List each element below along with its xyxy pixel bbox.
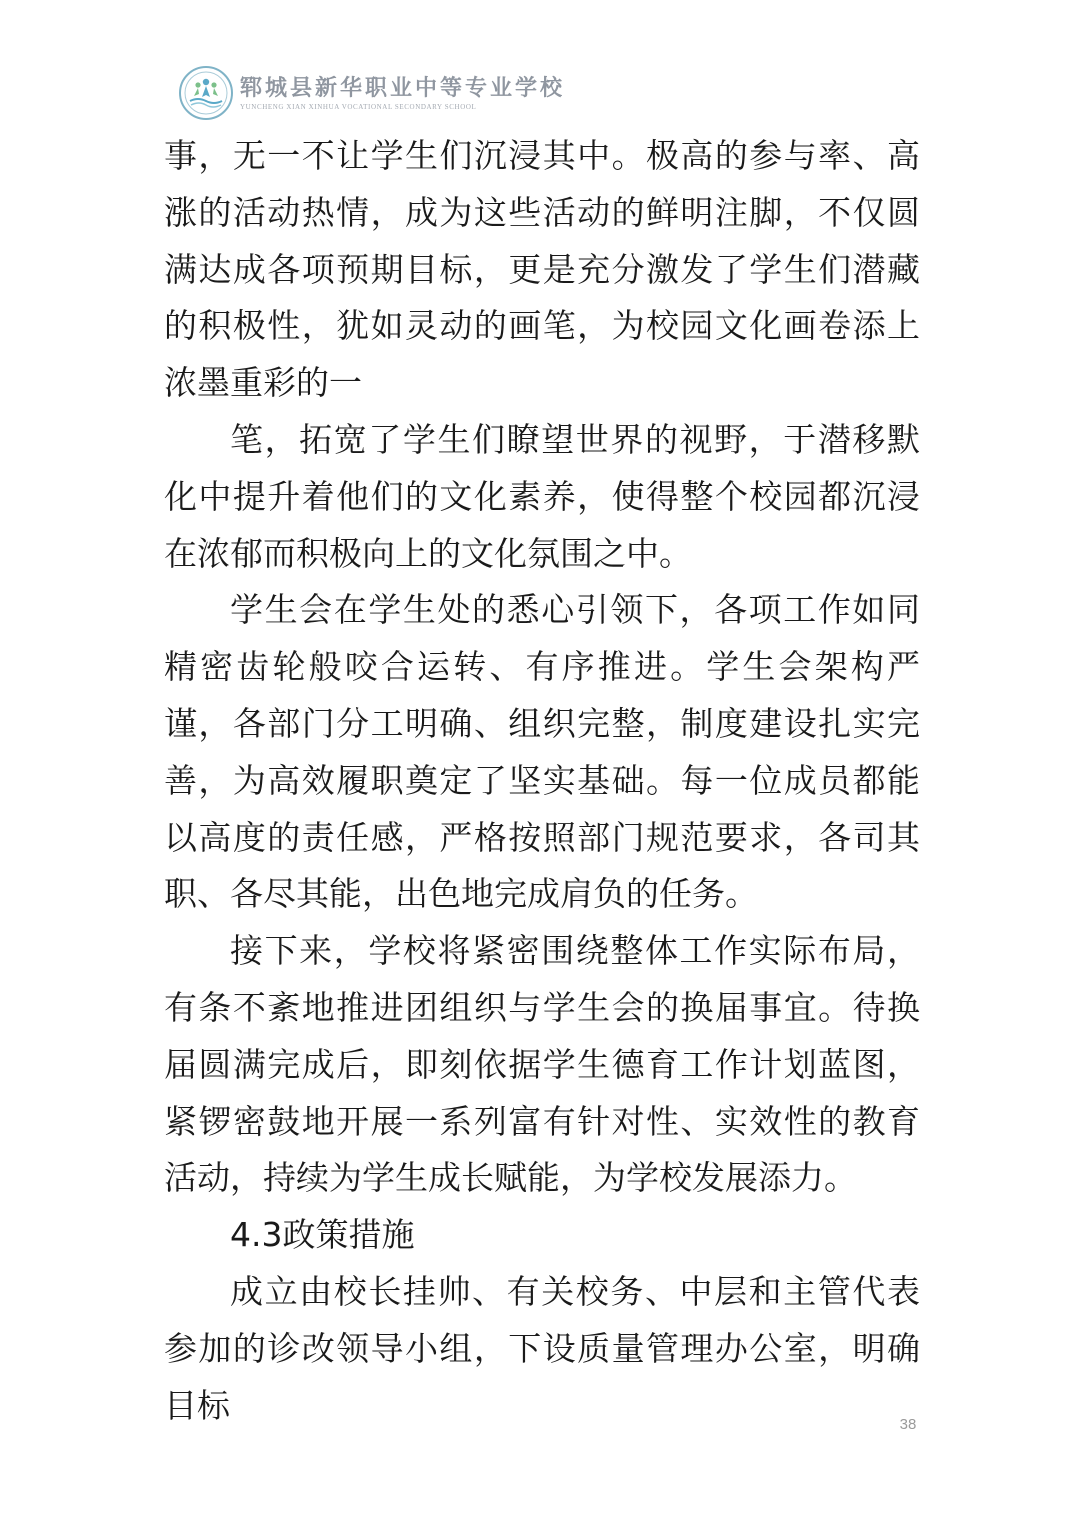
school-name-block — [240, 75, 565, 112]
document-body — [164, 128, 920, 1434]
paragraph: 学生会在学生处的悉心引领下，各项工作如同精密齿轮般咬合运转、有序推进。学生会架构严谨，各部门分工明确、组织完整，制度建设扎实完善，为高效履职奠定了坚实基础。每一位成员都能以高度的责任感，严格按照部门规范要求，各司其职、各尽其能，出色地完成肩负的任务。 — [164, 590, 920, 914]
paragraph: 接下来，学校将紧密围绕整体工作实际布局，有条不紊地推进团组织与学生会的换届事宜。待换届圆满完成后，即刻依据学生德育工作计划蓝图，紧锣密鼓地开展一系列富有针对性、实效性的教育活动，持续为学生成长赋能，为学校发展添力。 — [164, 931, 920, 1198]
page-header — [178, 64, 565, 122]
section-heading: 4.3政策措施 — [230, 1215, 415, 1255]
school-name-en: YUNCHENG XIAN XINHUA VOCATIONAL SECONDARY SCHOOL — [240, 102, 477, 111]
paragraph-continued: 事，无一不让学生们沉浸其中。极高的参与率、高涨的活动热情，成为这些活动的鲜明注脚，不仅圆满达成各项预期目标，更是充分激发了学生们潜藏的积极性，犹如灵动的画笔，为校园文化画卷添上浓墨重彩的一 — [164, 136, 920, 403]
page-number: 38 — [899, 1416, 917, 1433]
school-name-cn: 郓城县新华职业中等专业学校 — [240, 74, 566, 101]
school-logo — [178, 65, 234, 121]
paragraph: 笔，拓宽了学生们瞭望世界的视野，于潜移默化中提升着他们的文化素养，使得整个校园都沉浸在浓郁而积极向上的文化氛围之中。 — [164, 419, 920, 573]
paragraph: 成立由校长挂帅、有关校务、中层和主管代表参加的诊改领导小组，下设质量管理办公室，明确目标 — [164, 1271, 920, 1425]
